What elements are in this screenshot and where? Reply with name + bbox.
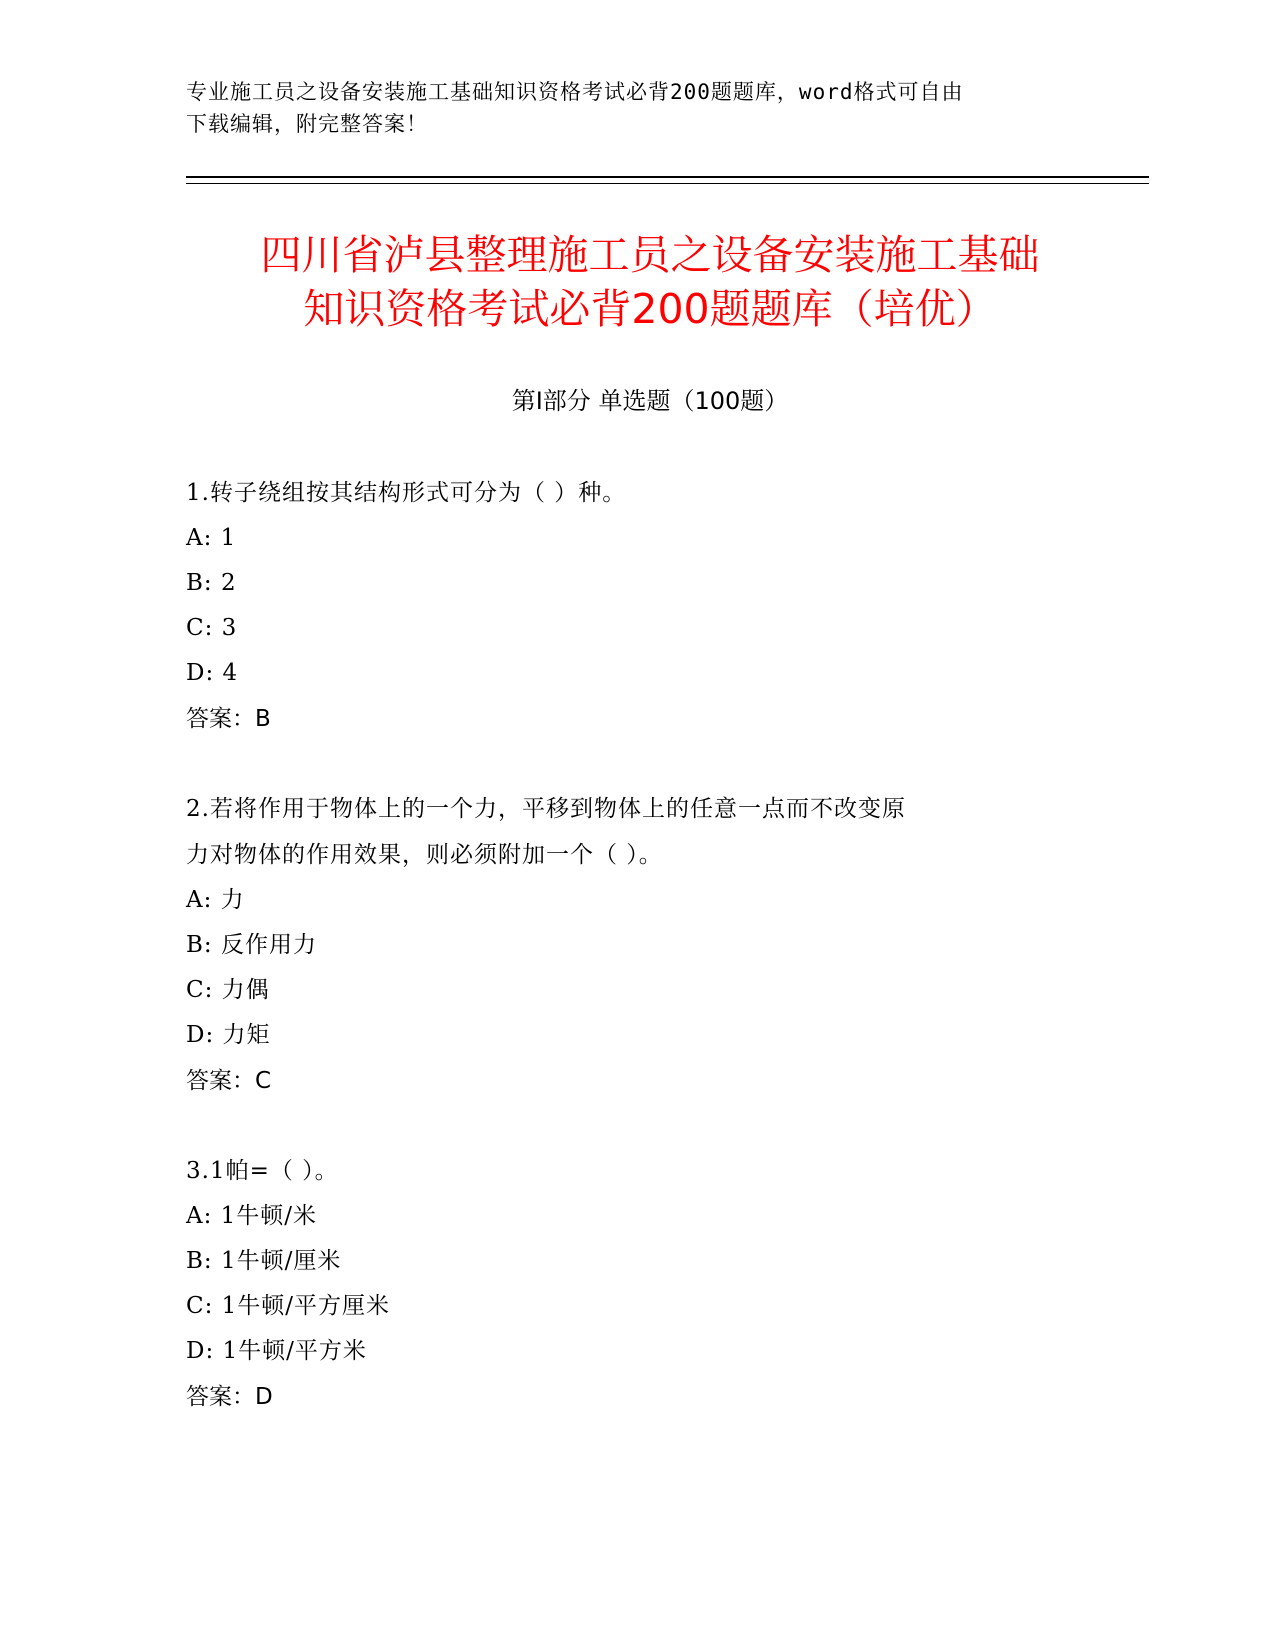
header-note-line-1: 专业施工员之设备安装施工基础知识资格考试必背200题题库，word格式可自由 — [186, 80, 964, 104]
option-c: C: 1牛顿/平方厘米 — [186, 1293, 391, 1319]
document-title-line-1: 四川省泸县整理施工员之设备安装施工基础 — [260, 231, 1040, 279]
option-a: A: 1牛顿/米 — [186, 1203, 318, 1229]
question-2 — [186, 786, 1086, 1104]
option-a: A: 力 — [186, 887, 245, 913]
question-stem: 1.转子绕组按其结构形式可分为（ ）种。 — [186, 480, 627, 506]
answer: 答案：D — [186, 1384, 273, 1410]
section-heading: 第Ⅰ部分 单选题（100题） — [511, 387, 789, 415]
option-c: C: 力偶 — [186, 977, 270, 1003]
document-title-line-2: 知识资格考试必背200题题库（培优） — [303, 285, 997, 333]
option-b: B: 2 — [186, 570, 237, 596]
answer: 答案：B — [186, 706, 271, 732]
question-stem-line-2: 力对物体的作用效果，则必须附加一个（ ）。 — [186, 842, 663, 868]
option-d: D: 1牛顿/平方米 — [186, 1338, 367, 1364]
header-note-line-2: 下载编辑，附完整答案！ — [186, 112, 428, 136]
option-b: B: 1牛顿/厘米 — [186, 1248, 342, 1274]
option-a: A: 1 — [186, 525, 237, 551]
header-divider-thin — [186, 183, 1149, 184]
question-1 — [186, 470, 1086, 742]
option-d: D: 力矩 — [186, 1022, 271, 1048]
question-stem-line-1: 2.若将作用于物体上的一个力，平移到物体上的任意一点而不改变原 — [186, 796, 906, 822]
question-stem: 3.1帕=（ ）。 — [186, 1158, 339, 1184]
header-divider-thick — [186, 176, 1149, 178]
option-d: D: 4 — [186, 660, 239, 686]
option-c: C: 3 — [186, 615, 238, 641]
document-title — [150, 228, 1150, 336]
header-note — [186, 76, 1086, 140]
answer: 答案：C — [186, 1068, 272, 1094]
option-b: B: 反作用力 — [186, 932, 317, 958]
question-3 — [186, 1148, 1086, 1420]
